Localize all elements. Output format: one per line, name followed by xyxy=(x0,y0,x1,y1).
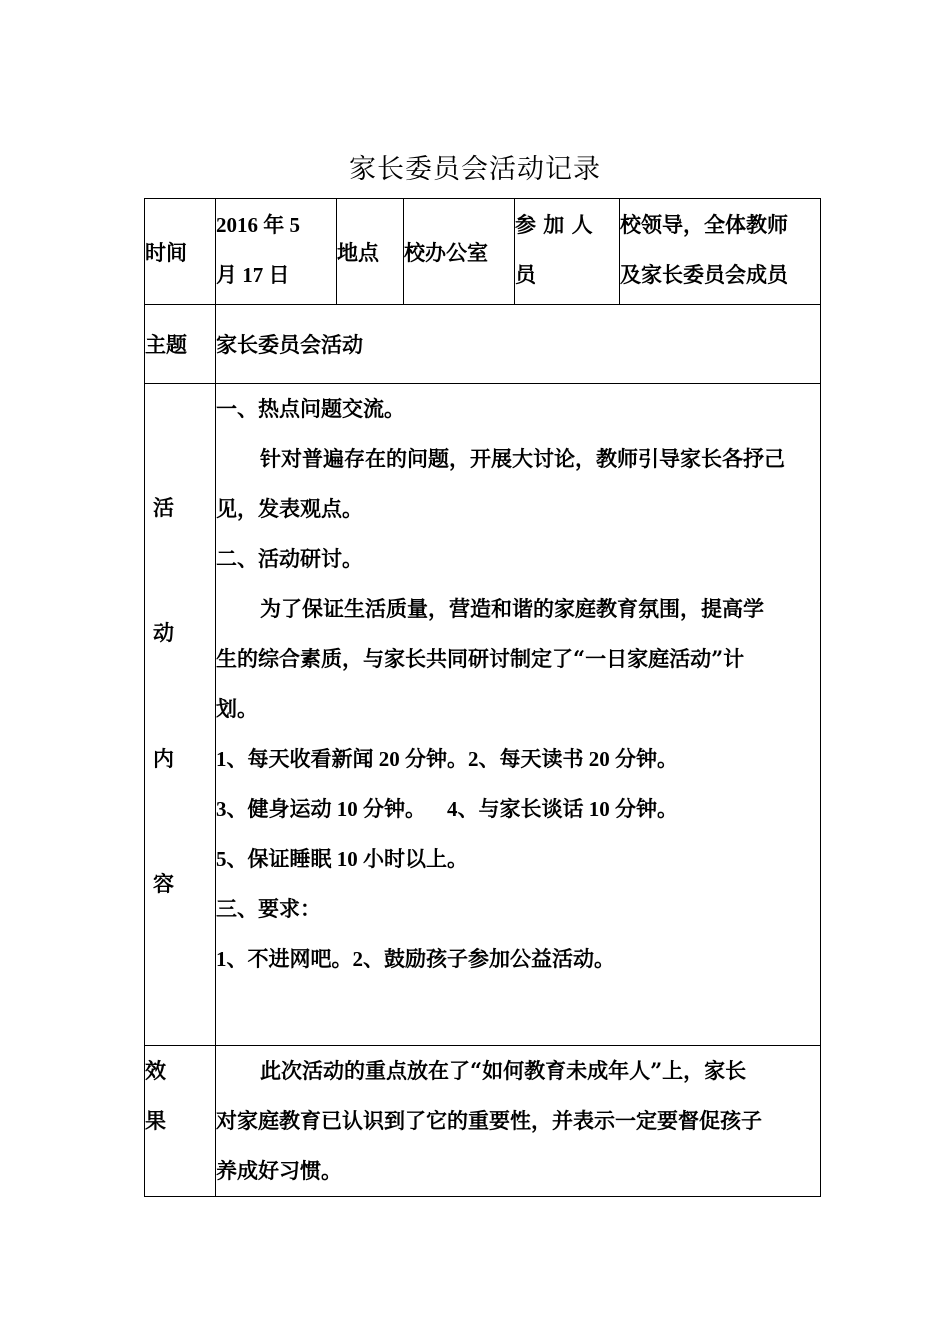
content-line: 1、每天收看新闻 20 分钟。2、每天读书 20 分钟。 xyxy=(216,747,678,771)
content-label-char-2: 动 xyxy=(153,620,174,646)
participants-label-line2: 员 xyxy=(515,262,536,287)
effect-line: 此次活动的重点放在了“如何教育未成年人”上，家长 xyxy=(260,1058,747,1083)
theme-value: 家长委员会活动 xyxy=(216,305,821,384)
effect-line: 对家庭教育已认识到了它的重要性，并表示一定要督促孩子 xyxy=(216,1108,762,1133)
content-line: 一、热点问题交流。 xyxy=(216,396,405,421)
content-line: 二、活动研讨。 xyxy=(216,546,363,571)
content-line: 三、要求： xyxy=(216,896,321,921)
content-label-char-1: 活 xyxy=(153,495,174,520)
time-label: 时间 xyxy=(145,199,216,305)
participants-label-line1: 参 加 人 xyxy=(515,212,593,237)
place-value: 校办公室 xyxy=(404,199,515,305)
activity-record-table xyxy=(144,198,821,1197)
participants-value xyxy=(620,199,821,305)
content-body xyxy=(216,384,821,1046)
time-value-line2: 月 17 日 xyxy=(216,263,290,287)
document-title: 家长委员会活动记录 xyxy=(349,154,601,185)
time-value xyxy=(216,199,337,305)
content-row xyxy=(145,384,821,1046)
content-line: 为了保证生活质量，营造和谐的家庭教育氛围，提高学 xyxy=(260,596,764,621)
time-value-line1: 2016 年 5 xyxy=(216,213,300,237)
content-line: 5、保证睡眠 10 小时以上。 xyxy=(216,847,468,871)
content-line: 划。 xyxy=(216,696,258,721)
participants-label xyxy=(515,199,620,305)
theme-row xyxy=(145,305,821,384)
effect-label-line1: 效 xyxy=(145,1058,166,1083)
content-line: 3、健身运动 10 分钟。 4、与家长谈话 10 分钟。 xyxy=(216,797,678,821)
effect-label-line2: 果 xyxy=(145,1108,166,1133)
effect-label xyxy=(145,1046,216,1197)
effect-body xyxy=(216,1046,821,1197)
content-label-char-4: 容 xyxy=(153,870,174,896)
content-line: 1、不进网吧。2、鼓励孩子参加公益活动。 xyxy=(216,947,615,971)
participants-value-line1: 校领导，全体教师 xyxy=(620,212,788,237)
content-line: 针对普遍存在的问题，开展大讨论，教师引导家长各抒己 xyxy=(260,446,785,471)
content-line: 见，发表观点。 xyxy=(216,496,363,521)
header-row xyxy=(145,199,821,305)
place-label: 地点 xyxy=(337,199,404,305)
participants-value-line2: 及家长委员会成员 xyxy=(620,262,788,287)
content-label-char-3: 内 xyxy=(153,745,174,771)
theme-label: 主题 xyxy=(145,305,216,384)
content-label xyxy=(145,384,216,1046)
effect-line: 养成好习惯。 xyxy=(216,1158,342,1183)
effect-row xyxy=(145,1046,821,1197)
content-line: 生的综合素质，与家长共同研讨制定了“一日家庭活动”计 xyxy=(216,646,745,671)
